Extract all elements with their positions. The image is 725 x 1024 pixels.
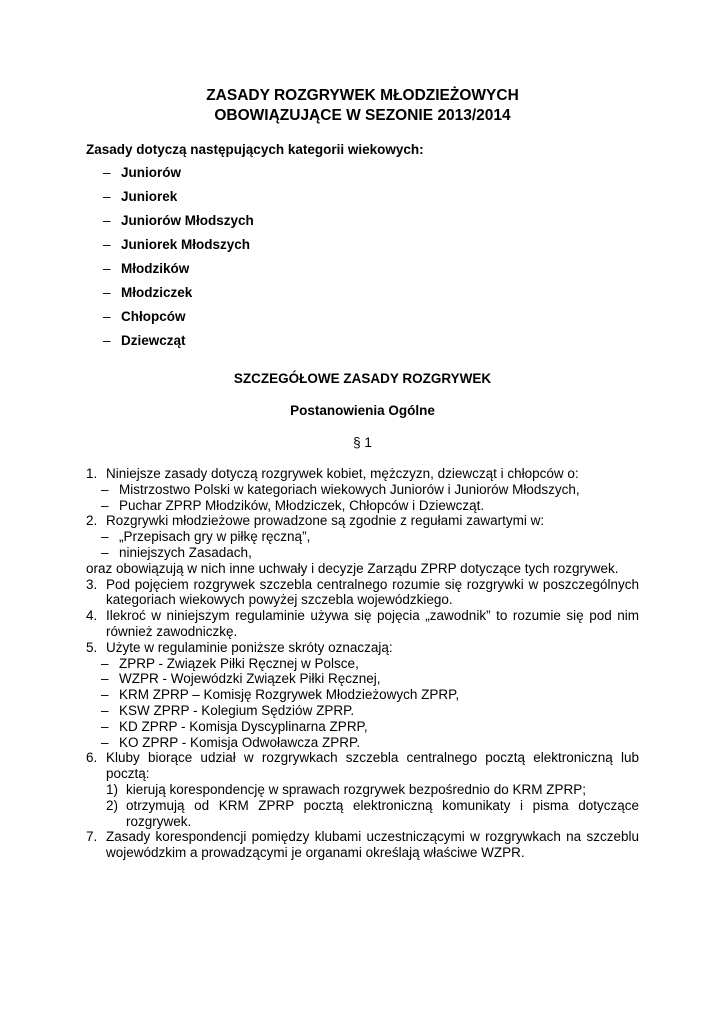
dash-bullet: – bbox=[101, 671, 109, 687]
item-text: Użyte w regulaminie poniższe skróty oznaczają: bbox=[106, 639, 393, 655]
dash-bullet: – bbox=[103, 237, 111, 252]
numbered-sub-item: 1) kierują korespondencję w sprawach rozgrywek bezpośrednio do KRM ZPRP; bbox=[106, 781, 586, 797]
category-item: – Juniorek bbox=[103, 185, 254, 209]
dash-bullet: – bbox=[101, 529, 109, 545]
numbered-item bbox=[86, 513, 639, 529]
item-number: 3. bbox=[86, 576, 98, 592]
dash-bullet: – bbox=[101, 734, 109, 750]
numbered-item bbox=[86, 640, 639, 656]
section-body bbox=[86, 466, 639, 861]
dash-bullet: – bbox=[101, 687, 109, 703]
item-text: Kluby biorące udział w rozgrywkach szczebla centralnego pocztą elektroniczną lub pocztą: bbox=[106, 750, 639, 782]
document-title bbox=[0, 86, 725, 126]
dash-bullet: – bbox=[103, 285, 111, 300]
category-item: – Juniorek Młodszych bbox=[103, 233, 254, 257]
sub-item: – KRM ZPRP – Komisję Rozgrywek Młodzieżowych ZPRP, bbox=[101, 687, 460, 703]
dash-bullet: – bbox=[103, 213, 111, 228]
sub-item: – KO ZPRP - Komisja Odwoławcza ZPRP. bbox=[101, 734, 361, 750]
item-number: 7. bbox=[86, 829, 98, 845]
sub-item: – Puchar ZPRP Młodzików, Młodziczek, Chłopców i Dziewcząt. bbox=[101, 497, 485, 513]
sub-item: – ZPRP - Związek Piłki Ręcznej w Polsce, bbox=[101, 655, 359, 671]
item-number: 4. bbox=[86, 608, 98, 624]
sub-item: – WZPR - Wojewódzki Związek Piłki Ręcznej, bbox=[101, 671, 381, 687]
numbered-item bbox=[86, 750, 639, 782]
category-item: – Młodzików bbox=[103, 257, 254, 281]
item-number: 5. bbox=[86, 639, 98, 655]
numbered-item bbox=[86, 466, 639, 482]
sub-item: – niniejszych Zasadach, bbox=[101, 544, 252, 560]
dash-bullet: – bbox=[101, 718, 109, 734]
item-number: 2. bbox=[86, 513, 98, 529]
sub-item: – Mistrzostwo Polski w kategoriach wiekowych Juniorów i Juniorów Młodszych, bbox=[101, 481, 580, 497]
paragraph-sign: § 1 bbox=[353, 435, 372, 450]
sub-item: – KSW ZPRP - Kolegium Sędziów ZPRP. bbox=[101, 702, 355, 718]
dash-bullet: – bbox=[101, 655, 109, 671]
item-text: Ilekroć w niniejszym regulaminie używa się pojęcia „zawodnik” to rozumie się pod nim również zawodniczkę. bbox=[106, 608, 639, 639]
item-text: Rozgrywki młodzieżowe prowadzone są zgodnie z regułami zawartymi w: bbox=[106, 513, 545, 529]
subsection-heading: Postanowienia Ogólne bbox=[290, 403, 435, 418]
dash-bullet: – bbox=[103, 333, 111, 348]
item-number: 6. bbox=[86, 750, 98, 766]
title-line-1: ZASADY ROZGRYWEK MŁODZIEŻOWYCH bbox=[206, 87, 519, 104]
sub-item-number: 2) bbox=[106, 797, 119, 813]
dash-bullet: – bbox=[103, 189, 111, 204]
item-text: Pod pojęciem rozgrywek szczebla centralnego rozumie się rozgrywki w poszczególnych kategoriach wiekowych powyżej szczebla wojewódzkiego. bbox=[106, 576, 639, 608]
dash-bullet: – bbox=[103, 309, 111, 324]
category-item: – Dziewcząt bbox=[103, 329, 254, 353]
categories-list bbox=[103, 161, 254, 353]
dash-bullet: – bbox=[103, 261, 111, 276]
dash-bullet: – bbox=[101, 702, 109, 718]
item-text: Zasady korespondencji pomiędzy klubami uczestniczącymi w rozgrywkach na szczeblu wojewódzkim a prowadzącymi je organami określają właściwe WZPR. bbox=[106, 829, 639, 861]
section-heading: SZCZEGÓŁOWE ZASADY ROZGRYWEK bbox=[233, 371, 492, 386]
numbered-sub-item: 2) otrzymują od KRM ZPRP pocztą elektroniczną komunikaty i pisma dotyczące rozgrywek. bbox=[106, 797, 639, 829]
category-item: – Juniorów Młodszych bbox=[103, 209, 254, 233]
numbered-item bbox=[86, 577, 639, 609]
item-number: 1. bbox=[86, 466, 98, 481]
category-item: – Młodziczek bbox=[103, 281, 254, 305]
numbered-item bbox=[86, 829, 639, 861]
dash-bullet: – bbox=[101, 481, 109, 497]
item-continuation: oraz obowiązują w nich inne uchwały i decyzje Zarządu ZPRP dotyczące tych rozgrywek. bbox=[86, 560, 619, 576]
dash-bullet: – bbox=[103, 165, 111, 180]
category-item: – Chłopców bbox=[103, 305, 254, 329]
sub-item: – KD ZPRP - Komisja Dyscyplinarna ZPRP, bbox=[101, 718, 368, 734]
item-text: Niniejsze zasady dotyczą rozgrywek kobiet, mężczyzn, dziewcząt i chłopców o: bbox=[106, 466, 579, 481]
category-item: – Juniorów bbox=[103, 161, 254, 185]
numbered-item bbox=[86, 608, 639, 640]
title-line-2: OBOWIĄZUJĄCE W SEZONIE 2013/2014 bbox=[214, 107, 511, 124]
categories-intro: Zasady dotyczą następujących kategorii wiekowych: bbox=[86, 142, 424, 157]
sub-item-number: 1) bbox=[106, 781, 119, 797]
dash-bullet: – bbox=[101, 497, 109, 513]
dash-bullet: – bbox=[101, 544, 109, 560]
sub-item: – „Przepisach gry w piłkę ręczną”, bbox=[101, 529, 311, 545]
